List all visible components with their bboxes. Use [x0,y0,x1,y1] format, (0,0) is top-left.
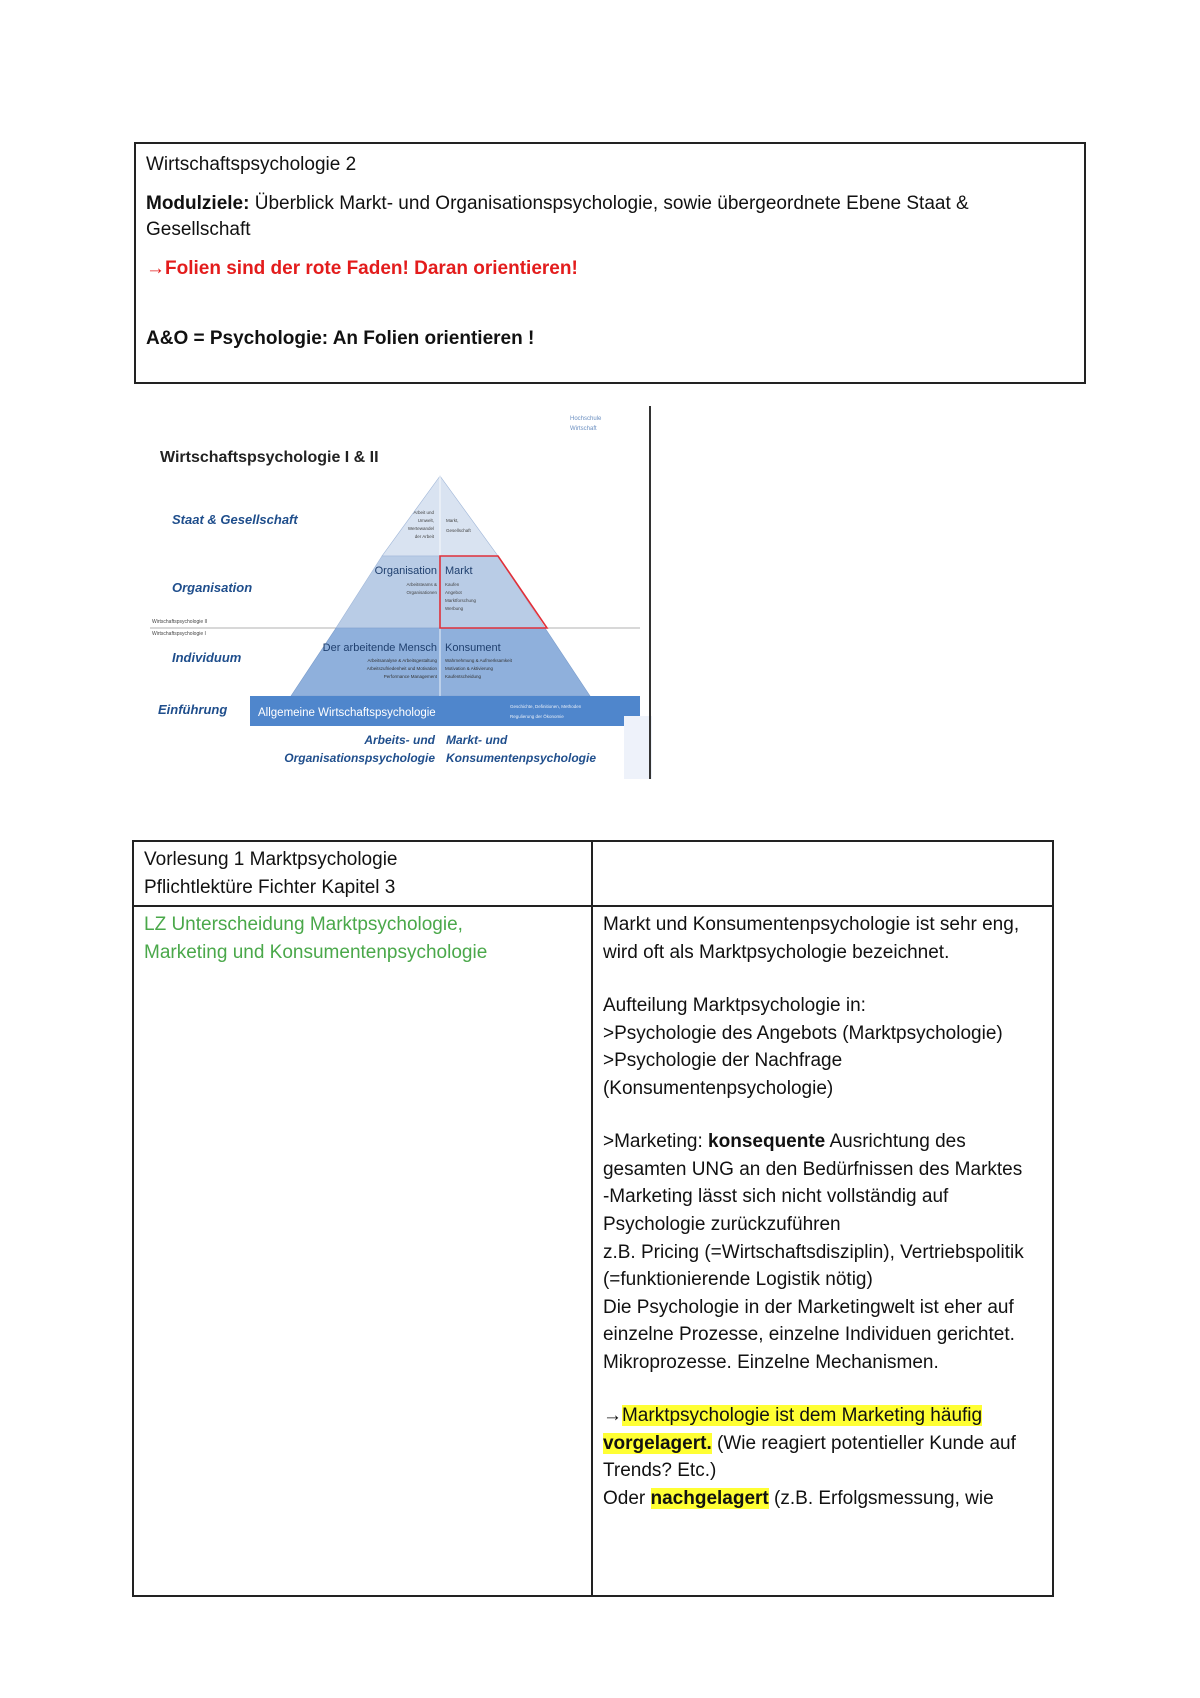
markt-sub-0: Kaufen [445,582,460,587]
mensch-sub-1: Arbeitszufriedenheit und Motivation [366,666,437,671]
table-cell-header-left [133,841,592,906]
organisation-label: Organisation [374,565,437,577]
top-left-text-3: der Arbeit [414,534,434,539]
module-title: Wirtschaftspsychologie 2 [146,154,357,175]
level-label-staat: Staat & Gesellschaft [172,512,298,527]
top-left-text-1: Umwelt, [417,518,434,523]
arrow-icon: → [146,257,165,279]
pyramid-figure [150,406,652,779]
table-cell-notes [592,906,1053,1596]
notes-paragraph-4: →Marktpsychologie ist dem Marketing häufig vorgelagert. (Wie reagiert potentieller Kunde auf Trends? Etc.) Oder nachgelagert (z.B. Erfolgsmessung, wie [603,1402,1042,1512]
small-level-label-2: Wirtschaftspsychologie I [152,631,206,637]
figure-right-border [649,406,651,779]
top-right-text-0: Markt, [446,518,459,523]
learning-goal-line-0: LZ Unterscheidung Marktpsychologie, [144,914,463,936]
top-left-text-0: Arbeit und [413,510,434,515]
table-cell-learning-goal [133,906,592,1596]
base-sub-0: Geschichte, Definitionen, Methoden [510,704,582,709]
small-level-label-1: Wirtschaftspsychologie II [152,619,208,625]
figure-corner-block [624,716,652,779]
lecture-title: Vorlesung 1 Marktpsychologie [144,849,398,870]
bottom-left-label-0: Arbeits- und [364,733,435,747]
top-right-text-1: Gesellschaft [446,528,471,533]
level-label-einfuehrung: Einführung [158,702,228,717]
mensch-sub-0: Arbeitsanalyse & Arbeitsgestaltung [367,658,437,663]
konsument-sub-1: Motivation & Aktivierung [445,666,494,671]
table-row [133,906,1053,1596]
konsument-sub-2: Kaufentscheidung [445,674,482,679]
arrow-icon: → [602,1405,622,1427]
level-label-organisation: Organisation [172,580,253,595]
konsument-label: Konsument [445,642,501,654]
markt-label: Markt [445,565,473,577]
level-label-individuum: Individuum [172,650,242,665]
markt-sub-3: Werbung [445,606,464,611]
notes-paragraph-2: Aufteilung Marktpsychologie in: >Psychologie des Angebots (Marktpsychologie) >Psychologie der Nachfrage (Konsumentenpsychologie) [602,995,1003,1099]
mensch-sub-2: Performance Management [383,674,437,679]
markt-sub-1: Angebot [445,590,462,595]
top-left-text-2: Wertewandel [407,526,434,531]
module-goals-text: Überblick Markt- und Organisationspsychologie, sowie übergeordnete Ebene Staat & Gesellschaft [146,192,969,241]
organisation-sub-1: Organisationen [406,590,437,595]
module-goals [146,191,1074,244]
bottom-right-label-1: Konsumentenpsychologie [446,751,597,765]
markt-sub-2: Marktforschung [445,598,477,603]
slides-note: →Folien sind der rote Faden! Daran orientieren! [146,257,578,279]
table-cell-header-right [592,841,1053,906]
corner-label-2: Wirtschaft [570,426,597,432]
konsument-sub-0: Wahrnehmung & Aufmerksamkeit [445,658,512,663]
organisation-sub-0: Arbeitsteams & [406,582,437,587]
notes-paragraph-3: >Marketing: konsequente Ausrichtung des gesamten UNG an den Bedürfnissen des Marktes -Marketing lässt sich nicht vollständig auf Psychologie zurückzuführen z.B. Pricing (=Wirtschaftsdisziplin), Vertriebspolitik (=funktionierende Logistik nötig) Die Psychologie in der Marketingwelt ist eher auf einzelne Prozesse, einzelne Individuen gerichtet. Mikroprozesse. Einzelne Mechanismen. [602,1131,1024,1373]
pyramid-lower [291,628,590,696]
corner-label-1: Hochschule [570,416,602,422]
bottom-right-label-0: Markt- und [446,733,508,747]
lecture-table [132,840,1054,1597]
notes-paragraph-5: Oder nachgelagert (z.B. Erfolgsmessung, wie [602,1487,994,1509]
mensch-label: Der arbeitende Mensch [322,642,437,654]
base-label: Allgemeine Wirtschaftspsychologie [258,707,436,719]
base-sub-1: Regulierung der Ökonomie [510,714,564,719]
figure-heading: Wirtschaftspsychologie I & II [160,449,379,466]
learning-goal-line-1: Marketing und Konsumentenpsychologie [144,941,488,963]
notes-paragraph-1: Markt und Konsumentenpsychologie ist sehr eng, wird oft als Marktpsychologie bezeichnet. [602,914,1020,963]
module-info-box [134,142,1086,384]
table-row [133,841,1053,906]
ao-note: A&O = Psychologie: An Folien orientieren ! [146,328,535,350]
module-goals-label: Modulziele: [146,192,250,214]
required-reading: Pflichtlektüre Fichter Kapitel 3 [144,876,396,898]
bottom-left-label-1: Organisationspsychologie [284,751,435,765]
